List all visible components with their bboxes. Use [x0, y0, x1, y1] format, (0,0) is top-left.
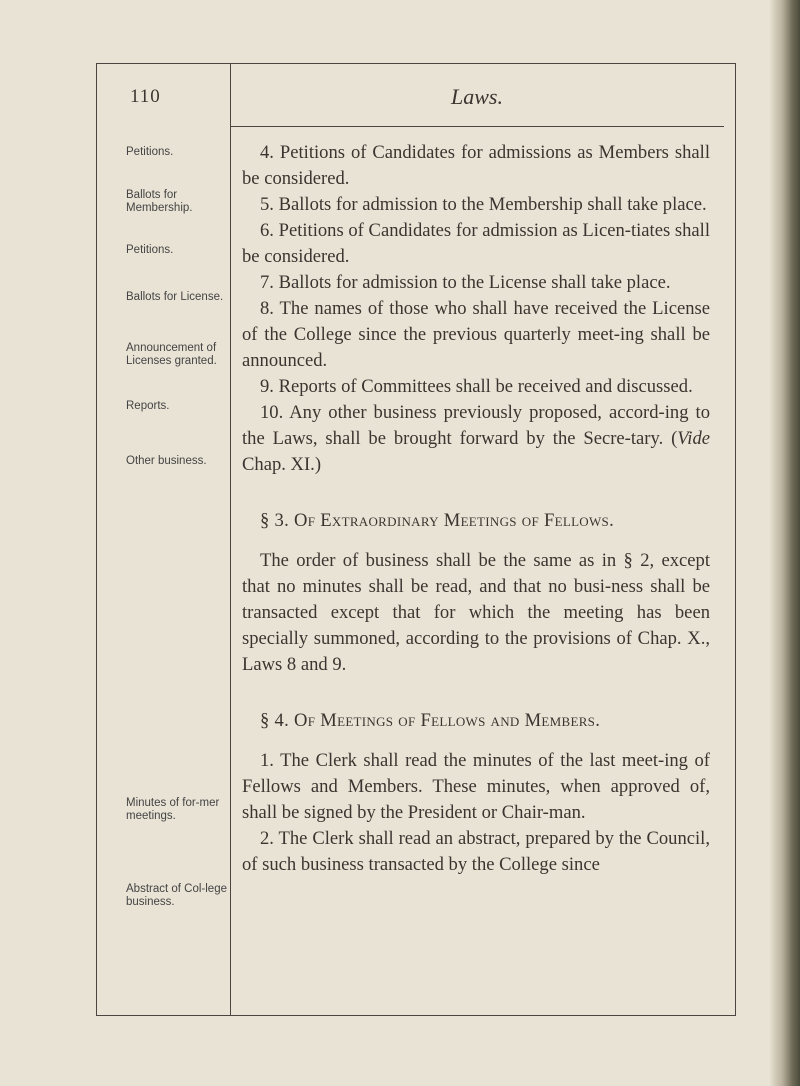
paragraph-item-5: 5. Ballots for admission to the Membership shall take place. — [260, 194, 707, 215]
item-10-text: 10. Any other business previously proposed, accord-ing to the Laws, shall be brought forward by the Secre-tary. ( — [242, 402, 710, 449]
section-4-heading: § 4. Of Meetings of Fellows and Members. — [260, 710, 601, 731]
section-4-item-1: 1. The Clerk shall read the minutes of the last meet-ing of Fellows and Members. These minutes, when approved of, shall be signed by the President or Chair-man. — [242, 750, 710, 823]
item-10-vide: Vide — [677, 428, 710, 449]
spacer — [242, 478, 710, 508]
section-4-item-2: 2. The Clerk shall read an abstract, prepared by the Council, of such business transacted by the College since — [242, 828, 710, 875]
margin-note-petitions-members: Petitions. — [126, 146, 174, 158]
item-10-chapter: Chap. XI.) — [242, 454, 322, 475]
paragraph-item-4: 4. Petitions of Candidates for admissions as Members shall be considered. — [242, 142, 710, 189]
paragraph-item-8: 8. The names of those who shall have received the License of the College since the previous quarterly meet-ing shall be announced. — [242, 298, 710, 371]
margin-note-ballots-license: Ballots for License. — [126, 291, 224, 303]
page-number: 110 — [130, 86, 161, 107]
page-edge-shadow — [770, 0, 800, 1086]
section-3-heading: § 3. Of Extraordinary Meetings of Fellows. — [260, 510, 615, 531]
body-text — [242, 140, 710, 878]
section-3-paragraph: The order of business shall be the same as in § 2, except that no minutes shall be read, and that no busi-ness shall be transacted except that for which the meeting has been specially summoned, according to the provisions of Chap. X., Laws 8 and 9. — [242, 550, 710, 675]
margin-note-announcement: Announcement of Licenses granted. — [126, 342, 217, 367]
spacer — [242, 678, 710, 708]
paragraph-item-9: 9. Reports of Committees shall be received and discussed. — [260, 376, 693, 397]
margin-note-reports: Reports. — [126, 400, 170, 412]
paragraph-item-10 — [242, 400, 710, 478]
paragraph-item-7: 7. Ballots for admission to the License shall take place. — [260, 272, 671, 293]
header-rule — [230, 126, 724, 127]
paragraph-item-6: 6. Petitions of Candidates for admission as Licen-tiates shall be considered. — [242, 220, 710, 267]
spacer — [242, 534, 710, 548]
margin-note-ballots-membership: Ballots for Membership. — [126, 189, 193, 214]
margin-note-abstract: Abstract of Col-lege business. — [126, 883, 227, 908]
running-title: Laws. — [451, 84, 503, 109]
margin-note-minutes: Minutes of for-mer meetings. — [126, 797, 220, 822]
spacer — [242, 734, 710, 748]
margin-note-other-business: Other business. — [126, 455, 207, 467]
margin-note-petitions-licentiates: Petitions. — [126, 244, 174, 256]
